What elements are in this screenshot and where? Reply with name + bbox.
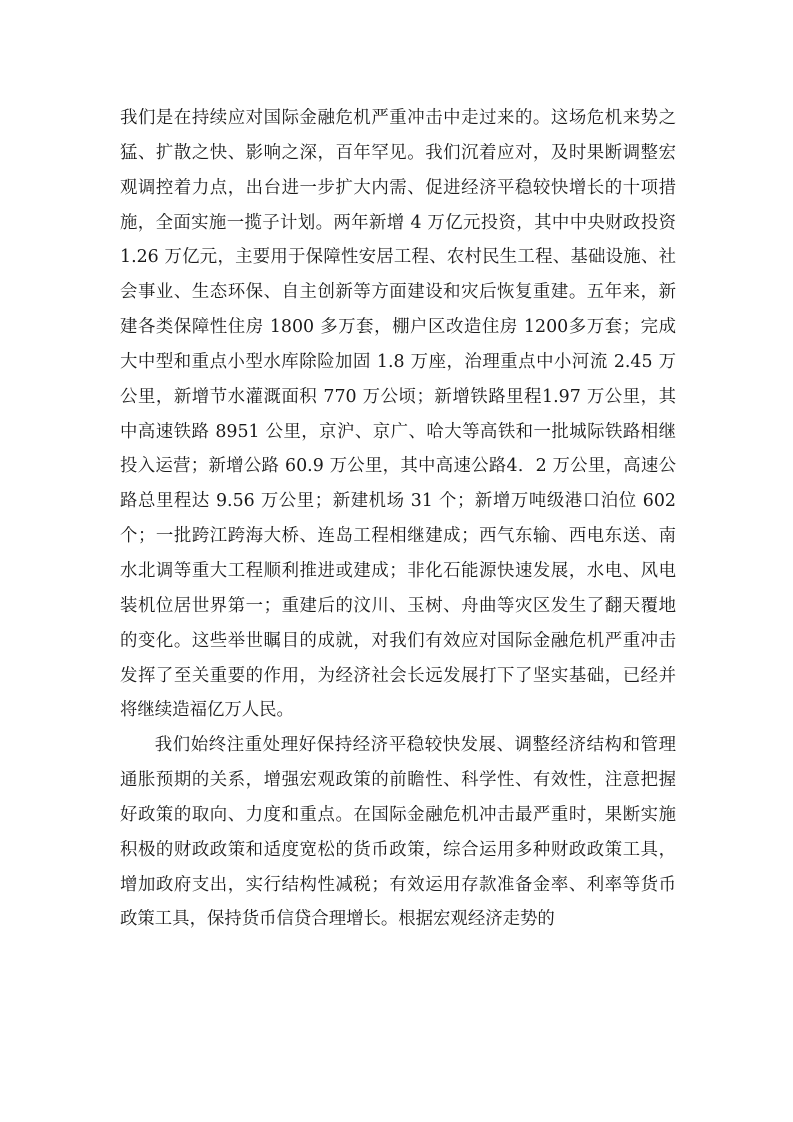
paragraph-1: 我们是在持续应对国际金融危机严重冲击中走过来的。这场危机来势之猛、扩散之快、影响之深，百年罕见。我们沉着应对，及时果断调整宏观调控着力点，出台进一步扩大内需、促进经济平稳较快增长的十项措施，全面实施一揽子计划。两年新增 4 万亿元投资，其中中央财政投资 1.26 万亿元，主要用于保障性安居工程、农村民生工程、基础设施、社会事业、生态环保、自主创新等方面建设和灾后恢复重建。五年来，新建各类保障性住房 1800 多万套，棚户区改造住房 1200多万套；完成大中型和重点小型水库除险加固 1.8 万座，治理重点中小河流 2.45 万公里，新增节水灌溉面积 770 万公顷；新增铁路里程1.97 万公里，其中高速铁路 8951 公里，京沪、京广、哈大等高铁和一批城际铁路相继投入运营；新增公路 60.9 万公里，其中高速公路4．2 万公里，高速公路总里程达 9.56 万公里；新建机场 31 个；新增万吨级港口泊位 602 个；一批跨江跨海大桥、连岛工程相继建成；西气东输、西电东送、南水北调等重大工程顺利推进或建成；非化石能源快速发展，水电、风电装机位居世界第一；重建后的汶川、玉树、舟曲等灾区发生了翻天覆地的变化。这些举世瞩目的成就，对我们有效应对国际金融危机严重冲击发挥了至关重要的作用，为经济社会长远发展打下了坚实基础，已经并将继续造福亿万人民。 <box>120 108 676 721</box>
paragraph-2: 我们始终注重处理好保持经济平稳较快发展、调整经济结构和管理通胀预期的关系，增强宏观政策的前瞻性、科学性、有效性，注意把握好政策的取向、力度和重点。在国际金融危机冲击最严重时，果断实施积极的财政政策和适度宽松的货币政策，综合运用多种财政政策工具，增加政府支出，实行结构性减税；有效运用存款准备金率、利率等货币政策工具，保持货币信贷合理增长。根据宏观经济走势的 <box>120 735 676 930</box>
document-body <box>120 101 676 937</box>
